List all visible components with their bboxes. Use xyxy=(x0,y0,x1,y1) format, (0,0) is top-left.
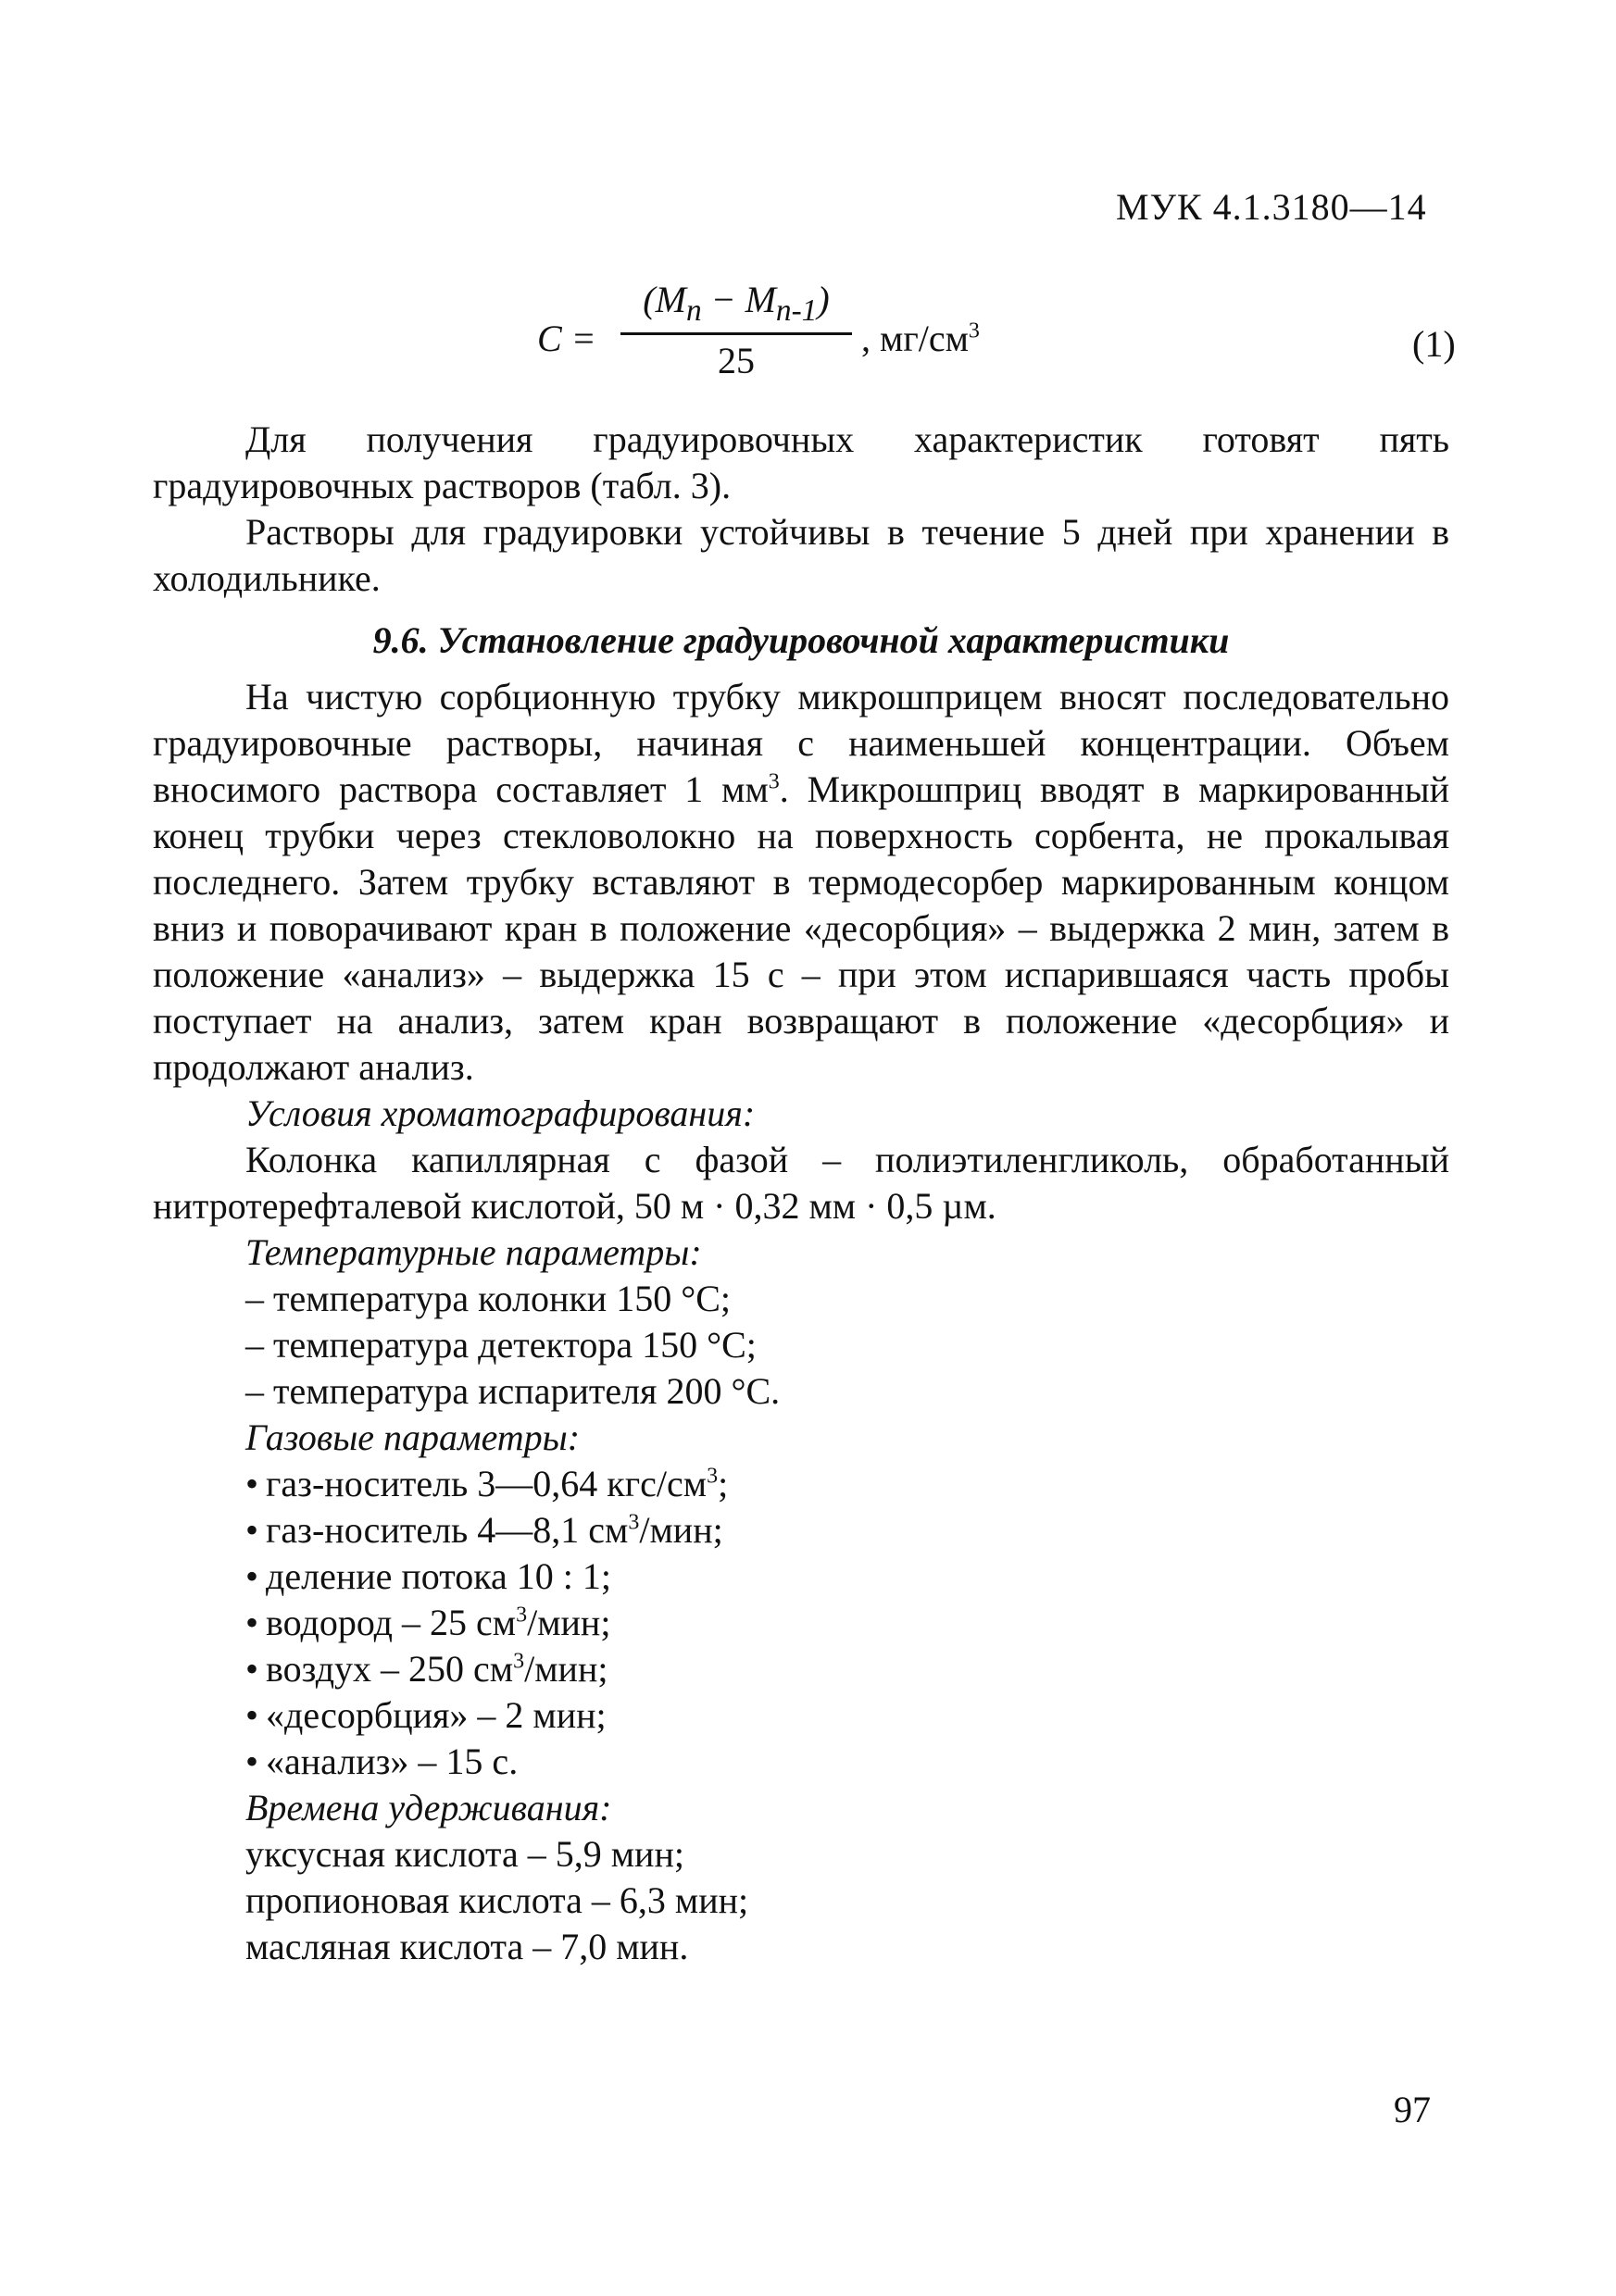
list-item xyxy=(245,1692,1449,1739)
gas-item-text: газ-носитель 4—8,1 см xyxy=(266,1509,629,1551)
gas-label: Газовые параметры: xyxy=(245,1416,581,1458)
numerator-minus: − M xyxy=(701,279,776,320)
list-item: – температура испарителя 200 °С. xyxy=(245,1370,781,1412)
gas-item-post: /мин; xyxy=(527,1602,611,1643)
list-item: масляная кислота – 7,0 мин. xyxy=(245,1926,689,1967)
numerator-open: (M xyxy=(643,279,686,320)
formula-numerator xyxy=(620,278,852,332)
formula-unit-text: , мг/см xyxy=(861,318,969,359)
gas-item-sup: 3 xyxy=(516,1603,528,1628)
page-number: 97 xyxy=(1394,2089,1431,2130)
list-item xyxy=(245,1507,1449,1554)
list-item xyxy=(245,1600,1449,1646)
list-item xyxy=(245,1739,1449,1785)
list-item: – температура детектора 150 °С; xyxy=(245,1324,757,1366)
gas-item-sup: 3 xyxy=(513,1649,525,1674)
list-item: пропионовая кислота – 6,3 мин; xyxy=(245,1879,749,1921)
formula-fraction xyxy=(620,278,852,382)
retention-label: Времена удерживания: xyxy=(245,1787,612,1828)
fraction-bar xyxy=(620,332,852,335)
gas-item-text: воздух – 250 см xyxy=(266,1648,514,1690)
gas-item-sup: 3 xyxy=(628,1510,640,1535)
paragraph-solution-stability: Растворы для градуировки устойчивы в течение 5 дней при хранении в холодильнике. xyxy=(153,511,1449,599)
list-item: уксусная кислота – 5,9 мин; xyxy=(245,1833,684,1875)
paragraph-calibration-solutions: Для получения градуировочных характеристик готовят пять градуировочных растворов (табл. 3). xyxy=(153,418,1449,506)
gas-item-text: «анализ» – 15 с. xyxy=(266,1741,519,1782)
document-code: МУК 4.1.3180—14 xyxy=(1116,186,1427,228)
formula-lhs: C = xyxy=(537,318,596,359)
formula-denominator: 25 xyxy=(718,340,755,381)
intro-paragraphs xyxy=(153,417,1449,602)
list-item xyxy=(245,1646,1449,1692)
numerator-sub-n1: n-1 xyxy=(775,293,818,328)
gas-item-text: «десорбция» – 2 мин; xyxy=(266,1694,607,1736)
section-heading: 9.6. Установление градуировочной характеристики xyxy=(372,619,1230,661)
temperature-label: Температурные параметры: xyxy=(245,1231,702,1273)
gas-item-text: деление потока 10 : 1; xyxy=(266,1555,612,1597)
equation-number: (1) xyxy=(1412,323,1456,365)
formula-unit-sup: 3 xyxy=(968,318,980,343)
retention-list xyxy=(245,1831,1449,1970)
gas-item-post: /мин; xyxy=(639,1509,723,1551)
list-item xyxy=(245,1554,1449,1600)
formula-block xyxy=(519,278,1456,398)
numerator-close: ) xyxy=(817,279,830,320)
paragraph-procedure xyxy=(153,674,1449,1091)
gas-item-text: водород – 25 см xyxy=(266,1602,517,1643)
gas-item-post: ; xyxy=(718,1463,729,1504)
formula-unit xyxy=(861,317,980,360)
procedure-sup: 3 xyxy=(768,769,780,794)
gas-item-text: газ-носитель 3—0,64 кгс/см xyxy=(266,1463,708,1504)
paragraph-column: Колонка капиллярная с фазой – полиэтиленгликоль, обработанный нитротерефталевой кислотой, 50 м · 0,32 мм · 0,5 µм. xyxy=(153,1139,1449,1227)
gas-item-sup: 3 xyxy=(707,1464,719,1489)
gas-list xyxy=(245,1461,1449,1785)
list-item xyxy=(245,1461,1449,1507)
section-body xyxy=(153,674,1449,1970)
numerator-sub-n: n xyxy=(685,293,702,328)
procedure-text-2: . Микрошприц вводят в маркированный конец трубки через стекловолокно на поверхность сорбента, не прокалывая последнего. Затем трубку вставляют в термодесорбер маркированным концом вниз и поворачивают кран в положение «десорбция» – выдержка 2 мин, затем в положение «анализ» – выдержка 15 с – при этом испарившаяся часть пробы поступает на анализ, затем кран возвращают в положение «десорбция» и продолжают анализ. xyxy=(153,768,1449,1088)
list-item: – температура колонки 150 °С; xyxy=(245,1278,732,1319)
procedure-text-1: На чистую сорбционную трубку микрошприцем вносят последовательно градуировочные растворы, начиная с наименьшей концентрации. Объем вносимого раствора составляет 1 мм xyxy=(153,676,1449,810)
gas-item-post: /мин; xyxy=(524,1648,608,1690)
chromatography-label: Условия хроматографирования: xyxy=(245,1092,756,1134)
temperature-list xyxy=(245,1276,1449,1415)
